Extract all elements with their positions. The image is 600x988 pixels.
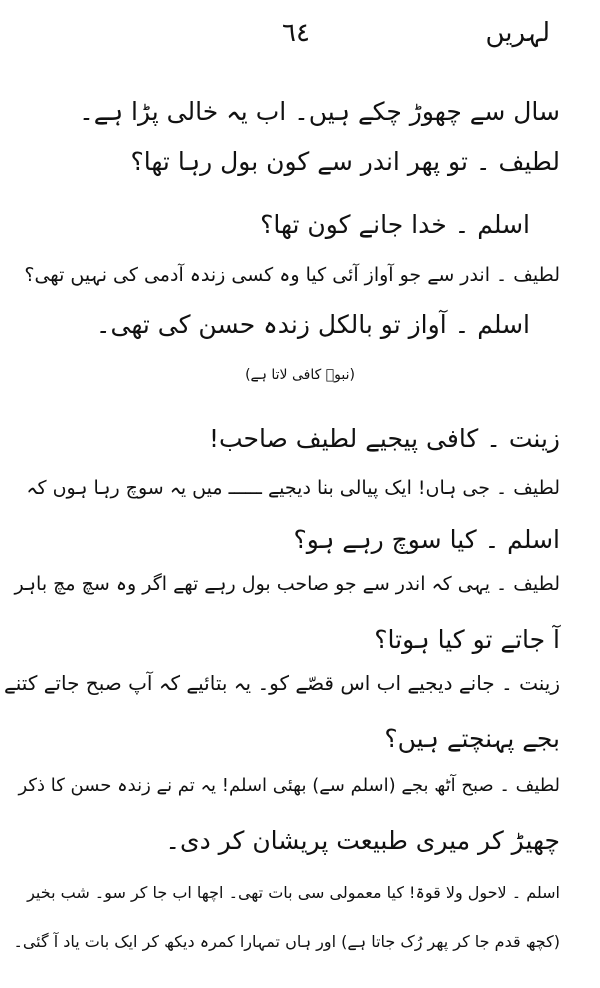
text-line: اسلم ۔ کیا سوچ رہے ہو؟ bbox=[293, 525, 560, 554]
text-line: اسلم ۔ خدا جانے کون تھا؟ bbox=[260, 210, 530, 239]
page-header bbox=[0, 18, 600, 58]
text-line: اسلم ۔ لاحول ولا قوۃ! کیا معمولی سی بات تھی۔ اچھا اب جا کر سو۔ شب بخیر bbox=[27, 883, 560, 902]
text-line: بجے پہنچتے ہیں؟ bbox=[384, 724, 560, 753]
text-line: زینت ۔ جانے دیجیے اب اس قصّے کو۔ یہ بتائیے کہ آپ صبح جاتے کتنے bbox=[4, 671, 560, 695]
stage-direction: (نبوؔ کافی لاتا ہے) bbox=[245, 367, 355, 383]
page-number: ٦٤ bbox=[282, 18, 310, 48]
text-line: لطیف ۔ جی ہاں! ایک پیالی بنا دیجیے ــــــ میں یہ سوچ رہا ہوں کہ bbox=[26, 477, 560, 499]
text-line: اسلم ۔ آواز تو بالکل زندہ حسن کی تھی۔ bbox=[95, 310, 530, 339]
text-line: (کچھ قدم جا کر پھر رُک جاتا ہے) اور ہاں تمہارا کمرہ دیکھ کر ایک بات یاد آ گئی۔ bbox=[13, 932, 560, 951]
text-line: لطیف ۔ صبح آٹھ بجے (اسلم سے) بھئی اسلم! یہ تم نے زندہ حسن کا ذکر bbox=[18, 775, 560, 796]
running-title: لہریں bbox=[485, 18, 550, 48]
text-line: لطیف ۔ یہی کہ اندر سے جو صاحب بول رہے تھے اگر وہ سچ مچ باہر bbox=[14, 573, 560, 595]
text-line: سال سے چھوڑ چکے ہیں۔ اب یہ خالی پڑا ہے۔ bbox=[79, 97, 560, 126]
text-line: آ جاتے تو کیا ہوتا؟ bbox=[374, 625, 560, 654]
text-line: چھیڑ کر میری طبیعت پریشان کر دی۔ bbox=[165, 826, 560, 855]
text-line: زینت ۔ کافی پیجیے لطیف صاحب! bbox=[208, 424, 560, 453]
text-line: لطیف ۔ اندر سے جو آواز آئی کیا وہ کسی زندہ آدمی کی نہیں تھی؟ bbox=[24, 264, 560, 286]
text-line: لطیف ۔ تو پھر اندر سے کون بول رہا تھا؟ bbox=[130, 147, 560, 176]
